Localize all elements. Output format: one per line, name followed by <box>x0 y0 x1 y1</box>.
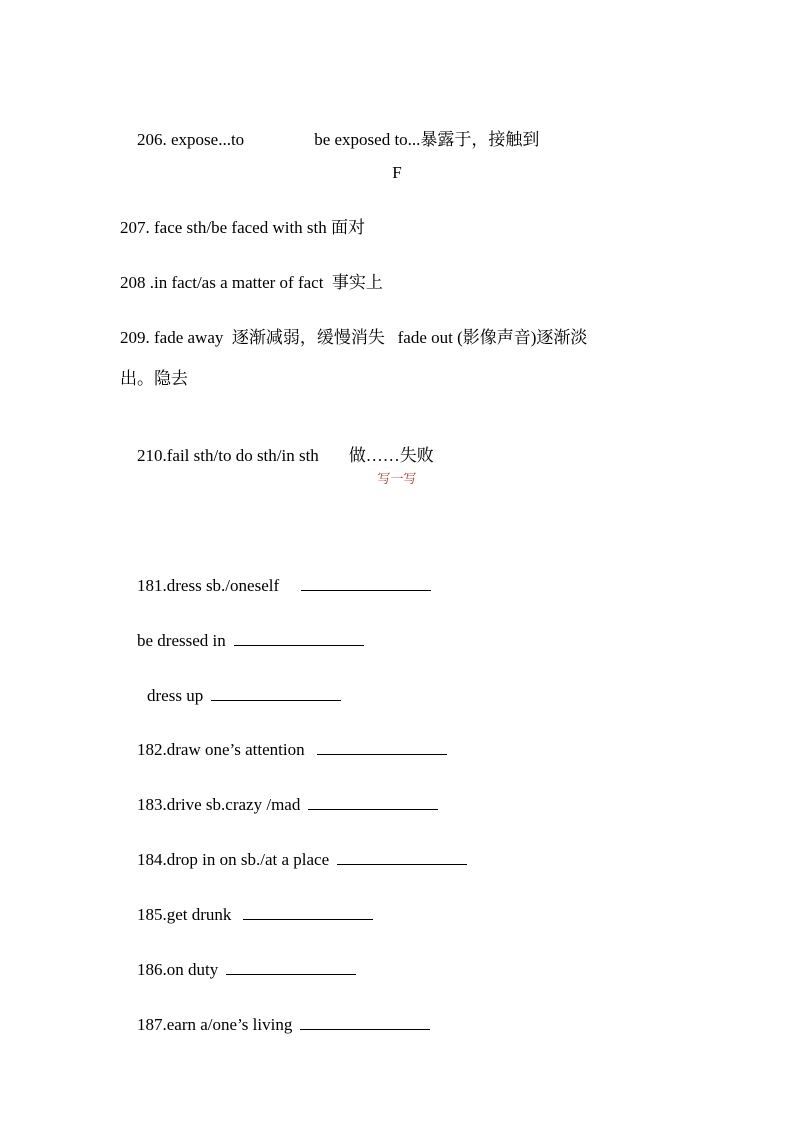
answer-blank[interactable] <box>337 849 467 865</box>
entry-209-line2: 出。隐去 <box>120 369 188 388</box>
answer-blank[interactable] <box>308 794 438 810</box>
entry-208: 208 .in fact/as a matter of fact 事实上 <box>120 273 383 292</box>
entry-210-meaning: 做……失败 <box>348 446 434 465</box>
entry-206-detail: be exposed to...暴露于，接触到 <box>314 130 540 149</box>
section-letter: F <box>392 163 402 182</box>
exercise-item <box>120 992 430 1058</box>
answer-blank[interactable] <box>317 739 447 755</box>
entry-207: 207. face sth/be faced with sth 面对 <box>120 218 366 237</box>
answer-blank[interactable] <box>300 1014 430 1030</box>
exercise-item-label: 186.on duty <box>137 960 219 979</box>
entry-209-line1: 209. fade away 逐渐减弱，缓慢消失 fade out (影像声音)逐渐淡 <box>120 328 588 347</box>
exercise-item-label: 187.earn a/one’s living <box>137 1015 293 1034</box>
answer-blank[interactable] <box>243 904 373 920</box>
entry-206-phrase-text: expose...to <box>171 130 245 149</box>
exercise-item-label: 184.drop in on sb./at a place <box>137 850 330 869</box>
entry-210-phrase: 210.fail sth/to do sth/in sth <box>137 446 319 465</box>
exercise-heading: 写一写 <box>377 472 417 487</box>
exercise-item-label: 183.drive sb.crazy /mad <box>137 795 301 814</box>
exercise-item-label: 181.dress sb./oneself <box>137 576 280 595</box>
answer-blank[interactable] <box>226 959 356 975</box>
exercise-item-label: be dressed in <box>137 631 226 650</box>
exercise-item-label: 185.get drunk <box>137 905 232 924</box>
entry-206-phrase: 206. <box>137 130 171 149</box>
exercise-item-label: dress up <box>147 686 204 705</box>
answer-blank[interactable] <box>301 575 431 591</box>
answer-blank[interactable] <box>211 685 341 701</box>
answer-blank[interactable] <box>234 630 364 646</box>
exercise-item-label: 182.draw one’s attention <box>137 740 305 759</box>
